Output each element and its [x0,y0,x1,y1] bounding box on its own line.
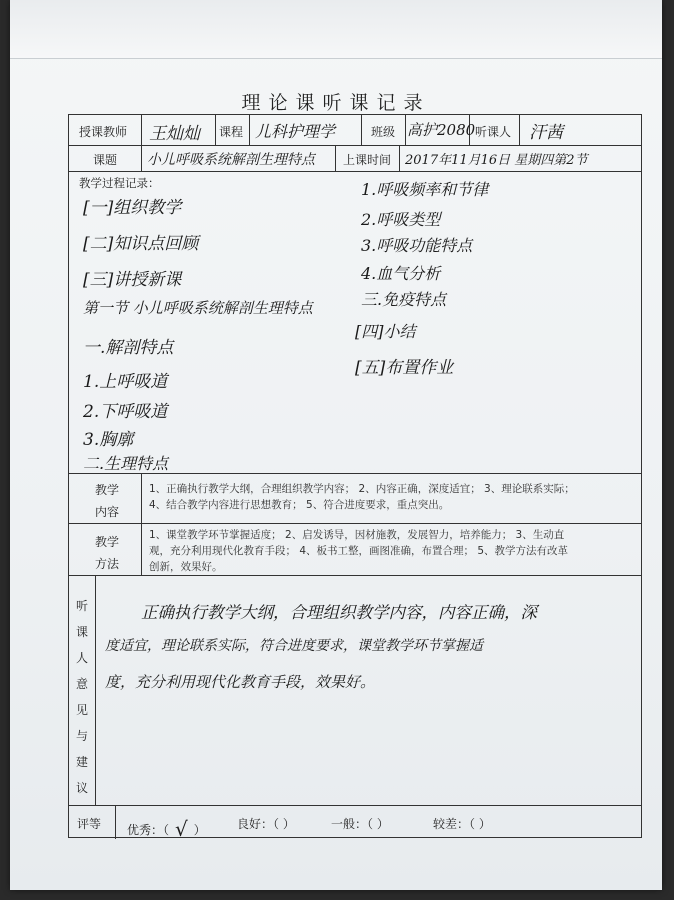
process-left-item: 二.生理特点 [83,454,169,473]
process-left-item: [三]讲授新课 [83,270,182,290]
checkmark-icon: √ [175,817,188,841]
page-title: 理论课听课记录 [241,92,431,114]
process-left-item: 1.上呼吸道 [83,372,168,392]
rating-average: 一般：（ ） [331,817,389,831]
rating-label: 评等 [77,817,102,831]
record-table [68,114,642,841]
process-left-item: 2.下呼吸道 [83,402,168,422]
process-left-item: 一.解剖特点 [83,338,174,358]
class-value: 高护2080 [407,121,476,139]
content-label-2: 内容 [95,505,120,519]
process-right-item: 1.呼吸频率和节律 [361,180,489,199]
process-right-item: 2.呼吸类型 [361,210,441,229]
method-criteria: 1、课堂教学环节掌握适度； 2、启发诱导，因材施教，发展智力，培养能力； 3、生动直观，充分利用现代化教育手段； 4、板书工整，画图准确，布置合理； 5、教学方法有改革创新，效果好。 [149,529,569,573]
listener-value: 汗茜 [529,123,563,143]
rating-poor: 较差：（ ） [433,817,491,831]
process-right-item: [四]小结 [355,322,416,341]
teacher-label: 授课教师 [79,125,128,139]
process-right-item: 4.血气分析 [361,264,441,283]
course-value: 儿科护理学 [255,122,336,141]
course-label: 课程 [219,125,244,139]
listener-label: 听课人 [475,125,512,139]
process-right-item: 三.免疫特点 [361,290,447,309]
topic-value: 小儿呼吸系统解剖生理特点 [147,152,315,168]
opinion-line: 度，充分利用现代化教育手段，效果好。 [105,673,376,691]
topic-label: 课题 [93,153,118,167]
paper-binding-strip [10,0,662,59]
process-left-item: [二]知识点回顾 [83,234,199,254]
process-label: 教学过程记录： [79,176,160,190]
content-label-1: 教学 [95,483,120,497]
opinion-label: 听 课 人 意 见 与 建 议 [75,599,88,795]
process-left-item: 第一节 小儿呼吸系统解剖生理特点 [83,299,313,317]
rating-good: 良好：（ ） [237,817,295,831]
time-value: 2017年11月16日 星期四第2节 [405,153,588,168]
time-label: 上课时间 [343,153,392,167]
opinion-line: 正确执行教学大纲，合理组织教学内容，内容正确，深 [141,603,537,622]
content-criteria: 1、正确执行教学大纲，合理组织教学内容； 2、内容正确，深度适宜； 3、理论联系实际； 4、结合教学内容进行思想教育； 5、符合进度要求，重点突出。 [149,483,575,511]
process-left-item: 3.胸廓 [83,430,134,450]
opinion-line: 度适宜，理论联系实际，符合进度要求，课堂教学环节掌握适 [105,638,483,654]
rating-excellent: 优秀：（ √ ） [127,817,206,841]
teacher-value: 王灿灿 [149,124,200,144]
method-label-2: 方法 [95,557,120,571]
record-sheet [10,0,662,890]
method-label-1: 教学 [95,535,120,549]
process-right-item: 3.呼吸功能特点 [361,236,473,255]
process-right-item: [五]布置作业 [355,358,454,378]
class-label: 班级 [371,125,396,139]
process-left-item: [一]组织教学 [83,198,182,218]
